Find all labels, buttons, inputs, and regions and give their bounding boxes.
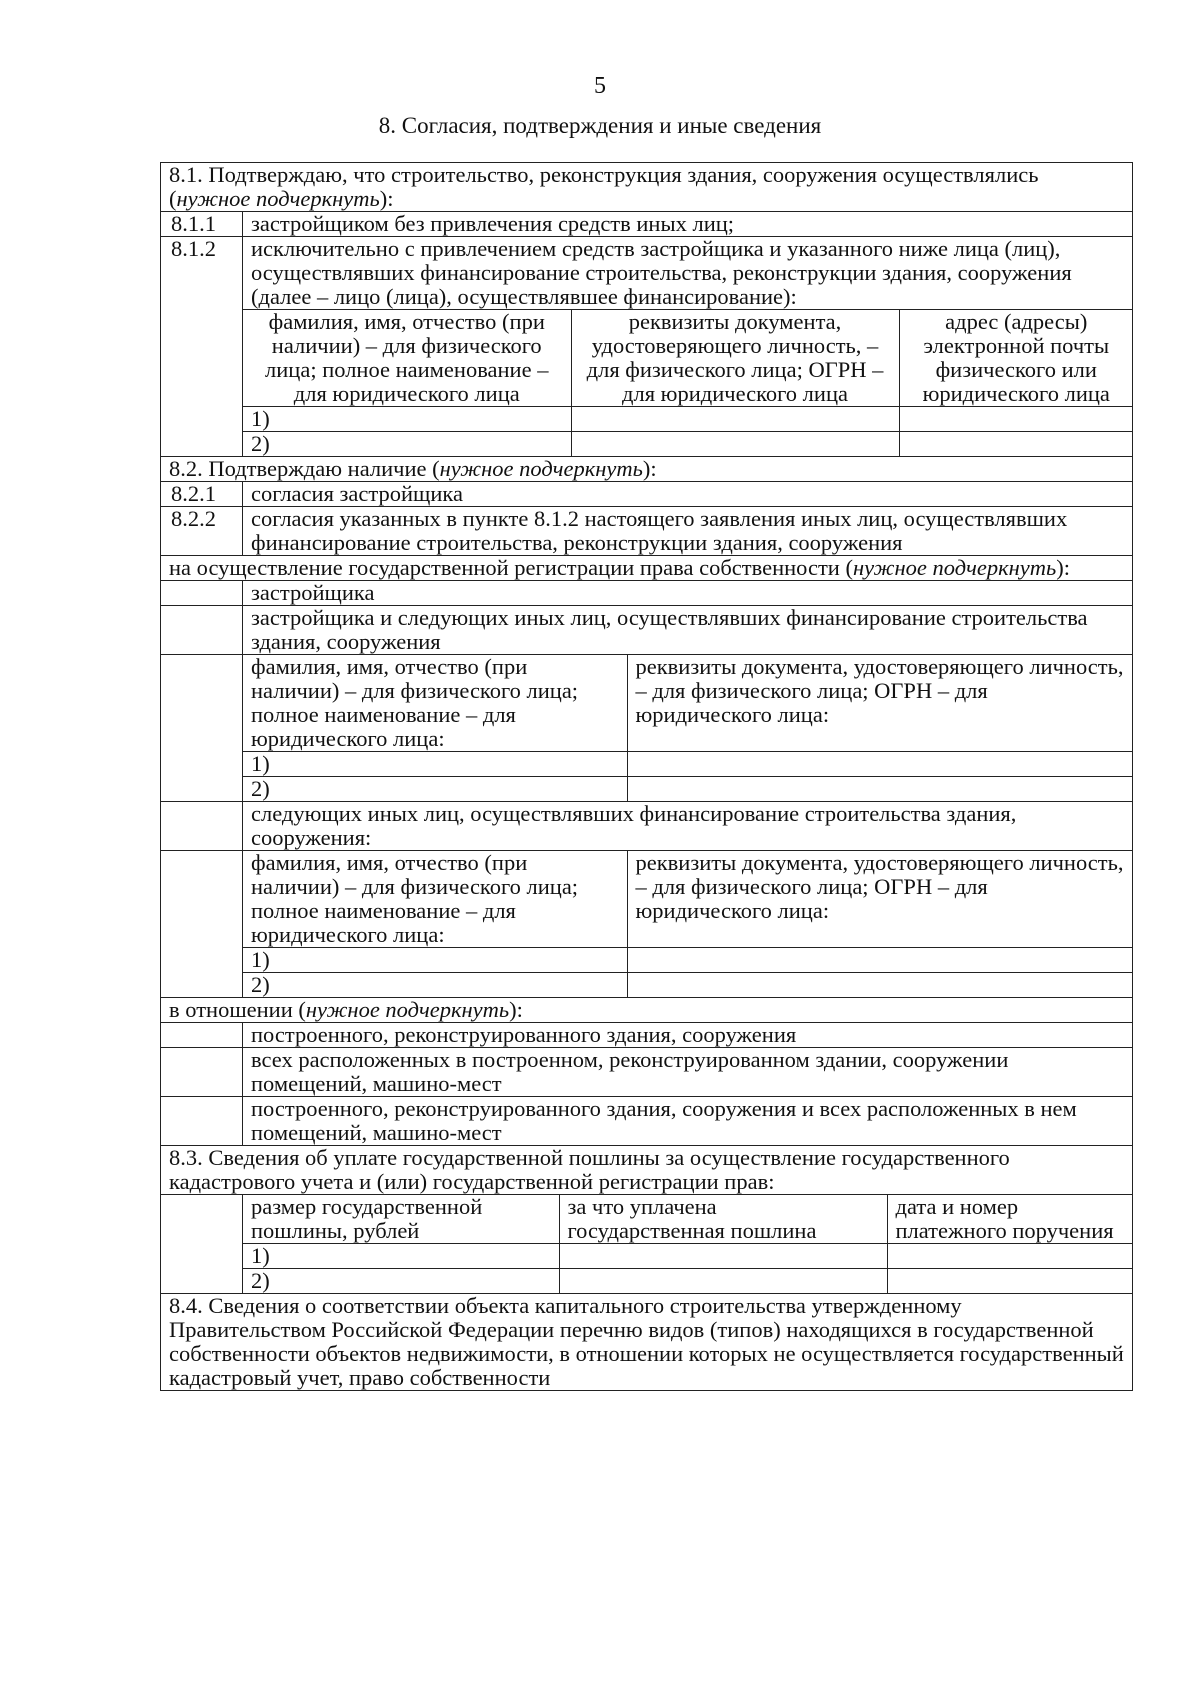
relation-text: в отношении ( xyxy=(169,997,306,1022)
table-cell[interactable] xyxy=(627,777,1133,802)
row-number: 1) xyxy=(243,948,627,973)
table-row[interactable] xyxy=(243,777,1133,802)
table-cell[interactable] xyxy=(887,1244,1133,1269)
row-number: 1) xyxy=(243,1244,559,1269)
option-8-2-1-text[interactable]: согласия застройщика xyxy=(243,482,1133,507)
col-header-document: реквизиты документа, удостоверяющего личность, – для физического лица; ОГРН – для юридического лица: xyxy=(627,655,1133,752)
section-8-3-text: 8.3. Сведения об уплате государственной пошлины за осуществление государственного кадастрового учета и (или) государственной регистрации прав: xyxy=(161,1146,1133,1195)
table-row[interactable] xyxy=(243,432,1133,457)
table-row[interactable] xyxy=(243,1269,1133,1294)
row-number: 2) xyxy=(243,777,627,802)
table-cell[interactable] xyxy=(899,432,1133,457)
relation-option-1-text[interactable]: построенного, реконструированного здания, сооружения xyxy=(243,1023,1133,1048)
col-header-document: реквизиты документа, удостоверяющего личность, – для физического лица; ОГРН – для юридического лица xyxy=(571,310,899,407)
empty-cell xyxy=(161,802,243,851)
row-number: 1) xyxy=(243,752,627,777)
option-number: 8.1.1 xyxy=(161,212,243,237)
row-number: 2) xyxy=(243,973,627,998)
option-8-1-2-text[interactable]: исключительно с привлечением средств застройщика и указанного ниже лица (лиц), осуществлявших финансирование строительства, реконструкции здания, сооружения (далее – лицо (лица), осуществлявшее финансирование): xyxy=(251,236,1072,309)
table-header-row xyxy=(243,851,1133,948)
registration-header: на осуществление государственной регистрации права собственности (нужное подчеркнуть): xyxy=(161,556,1133,581)
section-8-1-header: 8.1. Подтверждаю, что строительство, реконструкция здания, сооружения осуществлялись (нужное подчеркнуть): xyxy=(161,163,1133,212)
registration-option-2-table-row xyxy=(161,655,1133,802)
section-8-1-text: 8.1. Подтверждаю, что строительство, реконструкция здания, сооружения осуществлялись ( xyxy=(169,162,1039,211)
table-row[interactable] xyxy=(243,1244,1133,1269)
relation-option-1[interactable] xyxy=(161,1023,1133,1048)
section-8-3-header xyxy=(161,1146,1133,1195)
empty-cell xyxy=(161,655,243,802)
financiers-header-row xyxy=(243,310,1133,407)
registration-option-1-text[interactable]: застройщика xyxy=(243,581,1133,606)
table-cell[interactable] xyxy=(627,973,1133,998)
option-number: 8.2.1 xyxy=(161,482,243,507)
table-cell[interactable] xyxy=(887,1269,1133,1294)
option-8-1-1[interactable] xyxy=(161,212,1133,237)
other-persons-table-1 xyxy=(243,655,1133,801)
section-8-2-text: 8.2. Подтверждаю наличие ( xyxy=(169,456,440,481)
col-header-name: фамилия, имя, отчество (при наличии) – для физического лица; полное наименование – для юридического лица xyxy=(243,310,571,407)
empty-cell xyxy=(161,851,243,998)
table-cell[interactable] xyxy=(627,948,1133,973)
col-header-name: фамилия, имя, отчество (при наличии) – для физического лица; полное наименование – для юридического лица: xyxy=(243,851,627,948)
empty-cell xyxy=(161,606,243,655)
hint-underline: нужное подчеркнуть xyxy=(176,186,380,211)
table-cell[interactable] xyxy=(571,407,899,432)
other-persons-table-2 xyxy=(243,851,1133,997)
page-number: 5 xyxy=(594,73,606,99)
table-header-row xyxy=(243,1195,1133,1244)
table-row[interactable] xyxy=(243,973,1133,998)
relation-option-2-text[interactable]: всех расположенных в построенном, реконструированном здании, сооружении помещений, машино-мест xyxy=(243,1048,1133,1097)
table-cell[interactable] xyxy=(899,407,1133,432)
table-cell[interactable] xyxy=(571,432,899,457)
registration-text: на осуществление государственной регистрации права собственности ( xyxy=(169,555,853,580)
empty-cell xyxy=(161,1097,243,1146)
financiers-table xyxy=(243,309,1133,456)
table-cell[interactable] xyxy=(559,1269,887,1294)
table-row[interactable] xyxy=(243,948,1133,973)
option-8-1-2[interactable] xyxy=(161,237,1133,457)
col-header-fee-purpose: за что уплачена государственная пошлина xyxy=(559,1195,887,1244)
empty-cell xyxy=(161,1195,243,1294)
empty-cell xyxy=(161,1023,243,1048)
empty-cell xyxy=(161,1048,243,1097)
table-cell[interactable] xyxy=(627,752,1133,777)
registration-option-2[interactable] xyxy=(161,606,1133,655)
registration-option-1[interactable] xyxy=(161,581,1133,606)
col-header-email: адрес (адресы) электронной почты физического или юридического лица xyxy=(899,310,1133,407)
table-row[interactable] xyxy=(243,752,1133,777)
hint-underline: нужное подчеркнуть xyxy=(305,997,510,1022)
option-number: 8.1.2 xyxy=(161,237,243,457)
col-header-document: реквизиты документа, удостоверяющего личность, – для физического лица; ОГРН – для юридического лица: xyxy=(627,851,1133,948)
col-header-name: фамилия, имя, отчество (при наличии) – для физического лица; полное наименование – для юридического лица: xyxy=(243,655,627,752)
table-row[interactable] xyxy=(243,407,1133,432)
registration-option-3[interactable] xyxy=(161,802,1133,851)
col-header-payment-order: дата и номер платежного поручения xyxy=(887,1195,1133,1244)
fee-table-row xyxy=(161,1195,1133,1294)
table-header-row xyxy=(243,655,1133,752)
section-8-2-header: 8.2. Подтверждаю наличие (нужное подчеркнуть): xyxy=(161,457,1133,482)
relation-option-3-text[interactable]: построенного, реконструированного здания, сооружения и всех расположенных в нем помещений, машино-мест xyxy=(243,1097,1133,1146)
consent-form-table xyxy=(160,162,1133,1391)
col-header-fee-amount: размер государственной пошлины, рублей xyxy=(243,1195,559,1244)
registration-option-3-table-row xyxy=(161,851,1133,998)
option-8-2-1[interactable] xyxy=(161,482,1133,507)
option-number: 8.2.2 xyxy=(161,507,243,556)
registration-option-2-text[interactable]: застройщика и следующих иных лиц, осуществлявших финансирование строительства здания, сооружения xyxy=(243,606,1133,655)
relation-header: в отношении (нужное подчеркнуть): xyxy=(161,998,1133,1023)
hint-underline: нужное подчеркнуть xyxy=(439,456,643,481)
relation-option-3[interactable] xyxy=(161,1097,1133,1146)
registration-option-3-text[interactable]: следующих иных лиц, осуществлявших финансирование строительства здания, сооружения: xyxy=(243,802,1133,851)
option-8-2-2-text[interactable]: согласия указанных в пункте 8.1.2 настоящего заявления иных лиц, осуществлявших финансирование строительства, реконструкции здания, сооружения xyxy=(243,507,1133,556)
section-title: 8. Согласия, подтверждения и иные сведения xyxy=(378,113,822,138)
section-8-4-text: 8.4. Сведения о соответствии объекта капитального строительства утвержденному Правительством Российской Федерации перечню видов (типов) находящихся в государственной собственности объектов недвижимости, в отношении которых не осуществляется государственный кадастровый учет, право собственности xyxy=(161,1294,1133,1391)
section-8-4-header xyxy=(161,1294,1133,1391)
hint-underline: нужное подчеркнуть xyxy=(852,555,1057,580)
table-cell[interactable] xyxy=(559,1244,887,1269)
relation-option-2[interactable] xyxy=(161,1048,1133,1097)
option-8-2-2[interactable] xyxy=(161,507,1133,556)
row-number: 2) xyxy=(243,1269,559,1294)
fee-table xyxy=(243,1195,1133,1293)
option-8-1-1-text[interactable]: застройщиком без привлечения средств иных лиц; xyxy=(243,212,1133,237)
row-number: 1) xyxy=(243,407,571,432)
empty-cell xyxy=(161,581,243,606)
row-number: 2) xyxy=(243,432,571,457)
